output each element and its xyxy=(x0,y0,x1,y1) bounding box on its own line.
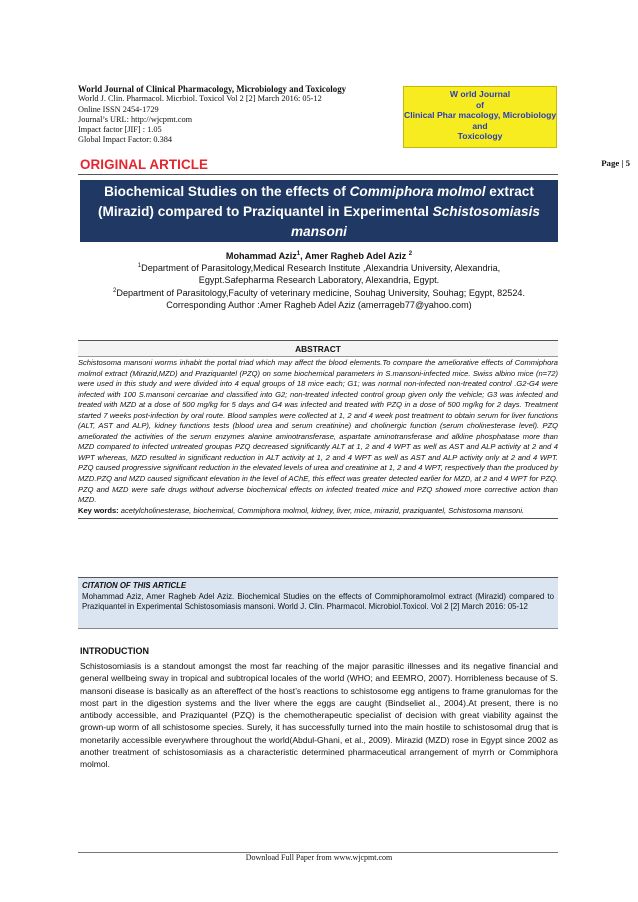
journal-issn: Online ISSN 2454-1729 xyxy=(78,104,159,114)
logo-line: Clinical Phar macology, Microbiology xyxy=(404,110,557,121)
title-text: (Mirazid) compared to Praziquantel in Experimental xyxy=(98,204,433,219)
journal-logo xyxy=(403,86,557,148)
logo-line: of xyxy=(475,99,485,110)
article-type: ORIGINAL ARTICLE xyxy=(80,157,209,172)
citation-box xyxy=(78,577,558,629)
logo-line: Toxicology xyxy=(457,131,503,142)
affiliation-1-continued: Egypt.Safepharma Research Laboratory, Alexandria, Egypt. xyxy=(198,275,440,286)
journal-title: World Journal of Clinical Pharmacology, Microbiology and Toxicology xyxy=(78,84,347,94)
introduction-body: Schistosomiasis is a standout amongst the most far reaching of the major parasitic illnesses and its negative financial and general wellbeing sway in tropical and subtropical locales of the world (WHO; and EEMRO, 2007). Horribleness because of S. mansoni disease is basically as an aftereffect of the host’s reactions to schistosome egg antigens to frame granulomas for the most part in the digestion systems and the liver where the eggs are caught (Bindseliet al., 2004).At present, there is no antibody accessible, and Praziquantel (PZQ) is the chemotherapeutic specialist of decision with great viability against the grown-up worm of all schistosome species. Surely, it has successfully turned into the main hostile to schistosomal drug that is monetarily accessible everywhere throughout the world(Abdul-Ghani, et al., 2009). Mirazid (MZD) rose in Egypt since 2002 as another treatment of schistosomiasis as a characteristic determined pharmaceutical arrangement of myrrh or Commiphora molmol. xyxy=(80,661,558,769)
title-text: Biochemical Studies on the effects of xyxy=(104,184,350,199)
article-title xyxy=(80,180,558,242)
title-text: extract xyxy=(485,184,534,199)
corresponding-author[interactable]: Corresponding Author :Amer Ragheb Adel Aziz (amerrageb77@yahoo.com) xyxy=(166,299,472,310)
keywords-text: acetylcholinesterase, biochemical, Commiphora molmol, kidney, liver, mice, mirazid, praziquantel, Schistosoma mansoni. xyxy=(118,505,525,515)
abstract-section xyxy=(78,340,558,519)
citation-heading: CITATION OF THIS ARTICLE xyxy=(82,581,187,590)
introduction-heading: INTRODUCTION xyxy=(80,646,149,656)
header-divider xyxy=(78,174,558,175)
author-block xyxy=(0,250,638,311)
page-number: Page | 5 xyxy=(601,158,630,168)
logo-line: W orld Journal xyxy=(449,89,511,99)
title-species: Commiphora molmol xyxy=(349,184,486,199)
citation-text: Mohammad Aziz, Amer Ragheb Adel Aziz. Biochemical Studies on the effects of Commiphoramolmol extract (Mirazid) compared to Praziquantel in Experimental Schistosomiasis mansoni. World J. Clin. Pharmacol. Microbiol.Toxicol. Vol 2 [2] March 2016: 05-12 xyxy=(82,591,554,612)
journal-citation: World J. Clin. Pharmacol. Micrbiol. Toxicol Vol 2 [2] March 2016: 05-12 xyxy=(78,94,322,104)
title-disease-species: mansoni xyxy=(291,224,347,239)
affiliation-2: $^2$Department of Parasitology,Faculty of veterinary medicine, Souhag University, Souhag; Egypt, 82524. xyxy=(113,287,525,298)
journal-url[interactable]: Journal’s URL: http://wjcpmt.com xyxy=(78,114,193,124)
journal-global-impact-factor: Global Impact Factor: 0.384 xyxy=(78,135,173,145)
logo-line: and xyxy=(472,120,488,131)
abstract-text: Schistosoma mansoni worms inhabit the portal triad which may affect the blood elements.To compare the ameliorative effects of Commiphora molmol extract (Mirazid,MZD) and Praziquantel (PZQ) on some biochemical parameters in S.mansoni-infected mice. Swiss albino mice (n=72) were used in this study and were divided into 4 equal groups of 18 mice each; G1; was normal non-infected non-treated control .G2-G4 were infected with 100 S.mansoni cercariae and classified into G2; non-treated infected control group given only the vehicle; G3 was infected and treated with MZD at a dose of 500 mg/kg for 5 days and G4 was infected and treated with PZQ in a dose of 500 mg/kg for 2 days. Treatment started 7 weeks post-infection by oral route. Blood samples were collected at 1, 2 and 4 week post treatment to obtain serum for liver functions (ALT, AST and ALP), kidney functions tests (blood urea and serum creatinine) and cholinergic function (serum cholinesterase level). PZQ ameliorated the activities of the serum enzymes alanine aminotransferase, aspartate aminotransferase and alkline phosphatase more than MZD compared to infected untreated groupas PZQ decreased significantly ALT at 1, 2 and 4 WPT as well as AST and ALP activity at 2 and 4 WPT whereas, MZD resulted in significant reduction in ALT activity at 1, 2 and 4 WPT as well as AST and ALP activity only at 2 and 4 WPT. PZQ caused progressive significant reduction in the elevated levels of urea and creatinine at 1, 2 and 4 WPT, respectively than the produced by MZD.PZQ and MZD caused significant elevation in the level of AChE, this effect was greater detected earlier for MZD, at 2 and 4 WPT for PZQ. PZQ and MZD were safe drugs without adverse biochemical effects on infected treated mice and PZQ showed more corrective action than MZD. xyxy=(78,358,558,505)
abstract-body xyxy=(78,357,558,518)
journal-header xyxy=(78,84,388,146)
abstract-heading: ABSTRACT xyxy=(78,341,558,357)
keywords-label: Key words: xyxy=(78,505,119,515)
footer-download-link[interactable]: Download Full Paper from www.wjcpmt.com xyxy=(245,853,393,862)
affiliation-1: $^1$Department of Parasitology,Medical Research Institute ,Alexandria University, Alexandria, xyxy=(137,263,501,274)
author-names: Mohammad Aziz$^1$, Amer Ragheb Adel Aziz $^2$ xyxy=(225,250,413,261)
journal-impact-factor: Impact factor [JIF] : 1.05 xyxy=(78,125,162,135)
title-disease: Schistosomiasis xyxy=(432,204,540,219)
